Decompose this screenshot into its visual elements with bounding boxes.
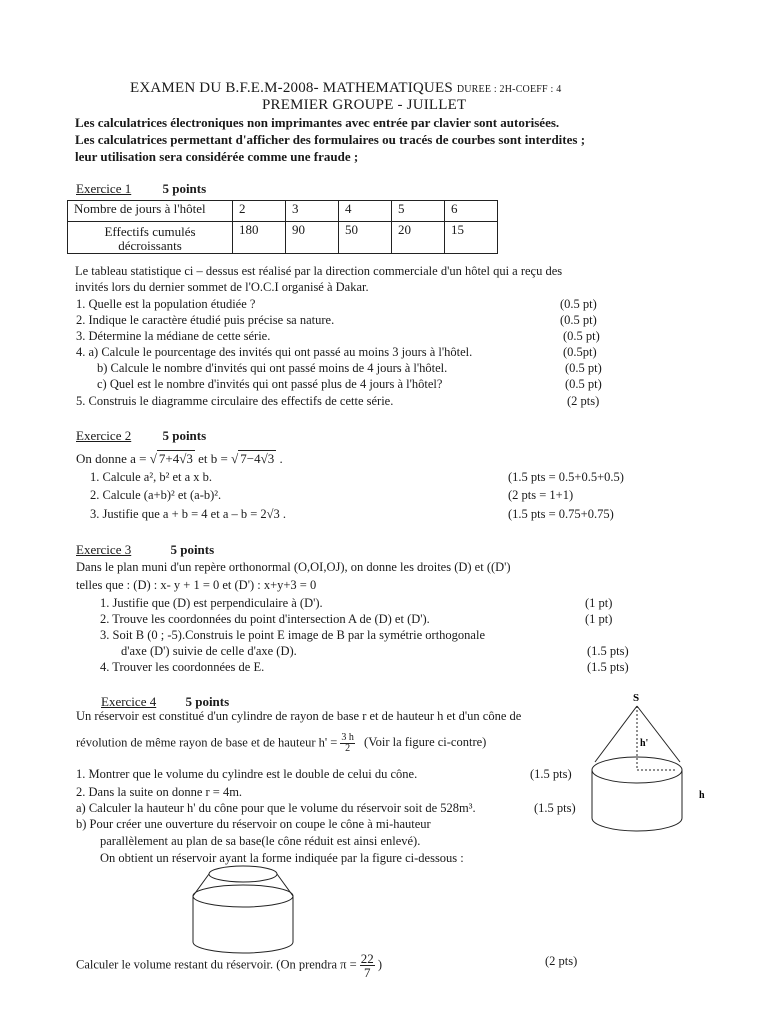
ex1-intro-1: Le tableau statistique ci – dessus est réalisé par la direction commerciale d'un hôtel qui a reçu des (75, 264, 563, 278)
ex4-question-1: 1. Montrer que le volume du cylindre est le double de celui du cône. (76, 767, 418, 781)
table-row (68, 222, 498, 254)
cone-left-edge (595, 706, 637, 762)
opening-ellipse (209, 866, 277, 882)
table-cell: 5 (392, 201, 445, 222)
exercise-4-heading: Exercice 4 5 points (101, 694, 230, 709)
table-cell: 15 (445, 222, 498, 254)
ex1-question-5-points: (2 pts) (567, 394, 600, 408)
ex4-question-2b-line-2: parallèlement au plan de sa base(le cône réduit est ainsi enlevé). (100, 834, 421, 848)
table-cell: Effectifs cumulés décroissants (68, 222, 233, 254)
ex3-question-4: 4. Trouver les coordonnées de E. (100, 660, 265, 674)
cylinder-bottom-arc (592, 818, 682, 831)
fraction-22-over-7: $\frac{22}{7}$ (360, 951, 374, 980)
table-cell: 2 (233, 201, 286, 222)
ex2-question-3-points: (1.5 pts = 0.75+0.75) (508, 507, 614, 521)
ex3-intro-2: telles que : (D) : x- y + 1 = 0 et (D') : x+y+3 = 0 (76, 578, 317, 592)
label-h: h (699, 790, 705, 801)
ex4-intro-1: Un réservoir est constitué d'un cylindre de rayon de base r et de hauteur h et d'un cône de (76, 709, 522, 723)
table-cell: 20 (392, 222, 445, 254)
statistics-table (67, 200, 498, 254)
ex4-question-2b-line-3: On obtient un réservoir ayant la forme indiquée par la figure ci-dessous : (100, 851, 464, 865)
ex4-final-points: (2 pts) (545, 954, 578, 968)
table-cell: 180 (233, 222, 286, 254)
ex2-question-2-points: (2 pts = 1+1) (508, 488, 574, 502)
label-S: S (633, 692, 640, 704)
reservoir-figure (580, 690, 710, 840)
exercise-3-heading: Exercice 3 5 points (76, 542, 215, 557)
table-cell: 3 (286, 201, 339, 222)
ex3-question-4-points: (1.5 pts) (587, 660, 629, 674)
ex1-question-4b: b) Calcule le nombre d'invités qui ont passé moins de 4 jours à l'hôtel. (97, 361, 448, 375)
table-cell: Nombre de jours à l'hôtel (68, 201, 233, 222)
ex3-question-2-points: (1 pt) (585, 612, 613, 626)
table-cell: 50 (339, 222, 392, 254)
ex4-question-2: 2. Dans la suite on donne r = 4m. (76, 785, 243, 799)
ex3-question-2: 2. Trouve les coordonnées du point d'intersection A de (D) et (D'). (100, 612, 430, 626)
ex2-question-1: 1. Calcule a², b² et a x b. (90, 470, 213, 484)
ex1-question-4a: 4. a) Calcule le pourcentage des invités qui ont passé au moins 3 jours à l'hôtel. (76, 345, 473, 359)
ex1-question-3: 3. Détermine la médiane de cette série. (76, 329, 271, 343)
ex1-question-5: 5. Construis le diagramme circulaire des effectifs de cette série. (76, 394, 394, 408)
fraction-3h-over-2: $\frac{3 h}{2}$ (341, 732, 354, 754)
ex1-question-4a-points: (0.5pt) (563, 345, 597, 359)
ex1-question-1-points: (0.5 pt) (560, 297, 597, 311)
ex1-question-4b-points: (0.5 pt) (565, 361, 602, 375)
ex2-question-1-points: (1.5 pts = 0.5+0.5+0.5) (508, 470, 624, 484)
ex4-question-2a-points: (1.5 pts) (534, 801, 576, 815)
ex1-intro-2: invités lors du dernier sommet de l'O.C.I organisé à Dakar. (75, 280, 369, 294)
exercise-2-heading: Exercice 2 5 points (76, 428, 207, 443)
ex4-intro-2: révolution de même rayon de base et de hauteur h' = $\frac{3 h}{2}$ (Voir la figure ci-contre) (76, 732, 487, 754)
ex1-question-3-points: (0.5 pt) (563, 329, 600, 343)
label-h-prime: h' (640, 738, 649, 749)
ex1-question-4c: c) Quel est le nombre d'invités qui ont passé plus de 4 jours à l'hôtel? (97, 377, 443, 391)
ex4-final-question: Calculer le volume restant du réservoir. (On prendra π = $\frac{22}{7}$ ) (76, 951, 383, 980)
ex3-question-3-line-2: d'axe (D') suivie de celle d'axe (D). (121, 644, 297, 658)
ex4-question-1-points: (1.5 pts) (530, 767, 572, 781)
ex3-intro-1: Dans le plan muni d'un repère orthonormal (O,OI,OJ), on donne les droites (D) et ((D') (76, 560, 511, 574)
cone-right-edge (637, 706, 680, 762)
ex4-question-2b-line-1: b) Pour créer une ouverture du réservoir on coupe le cône à mi-hauteur (76, 817, 431, 831)
exam-title: EXAMEN DU B.F.E.M-2008- MATHEMATIQUES DUREE : 2H-COEFF : 4 (130, 80, 562, 96)
ex4-question-2a: a) Calculer la hauteur h' du cône pour que le volume du réservoir soit de 528m³. (76, 801, 476, 815)
table-cell: 4 (339, 201, 392, 222)
ex3-question-1: 1. Justifie que (D) est perpendiculaire à (D'). (100, 596, 323, 610)
ex1-question-4c-points: (0.5 pt) (565, 377, 602, 391)
table-cell: 90 (286, 222, 339, 254)
exercise-1-heading: Exercice 1 5 points (76, 181, 207, 196)
notice-line-3: leur utilisation sera considérée comme une fraude ; (75, 149, 359, 164)
truncated-reservoir-figure (185, 862, 305, 962)
ex1-question-1: 1. Quelle est la population étudiée ? (76, 297, 256, 311)
table-cell: 6 (445, 201, 498, 222)
ex3-question-3-line-1: 3. Soit B (0 ; -5).Construis le point E image de B par la symétrie orthogonale (100, 628, 486, 642)
notice-line-1: Les calculatrices électroniques non imprimantes avec entrée par clavier sont autorisées. (75, 115, 560, 130)
ex3-question-3-points: (1.5 pts) (587, 644, 629, 658)
ex1-question-2-points: (0.5 pt) (560, 313, 597, 327)
ex2-given: On donne a = √ 7+4√3 et b = √ 7−4√3 . (76, 451, 283, 466)
ex3-question-1-points: (1 pt) (585, 596, 613, 610)
cylinder-top-ellipse (193, 885, 293, 907)
table-row (68, 201, 498, 222)
ex2-question-2: 2. Calcule (a+b)² et (a-b)². (90, 488, 222, 502)
notice-line-2: Les calculatrices permettant d'afficher des formulaires ou tracés de courbes sont interdites ; (75, 132, 586, 147)
ex2-question-3: 3. Justifie que a + b = 4 et a – b = 2√3 . (90, 507, 287, 521)
exam-subtitle: PREMIER GROUPE - JUILLET (262, 97, 467, 113)
ex1-question-2: 2. Indique le caractère étudié puis précise sa nature. (76, 313, 335, 327)
